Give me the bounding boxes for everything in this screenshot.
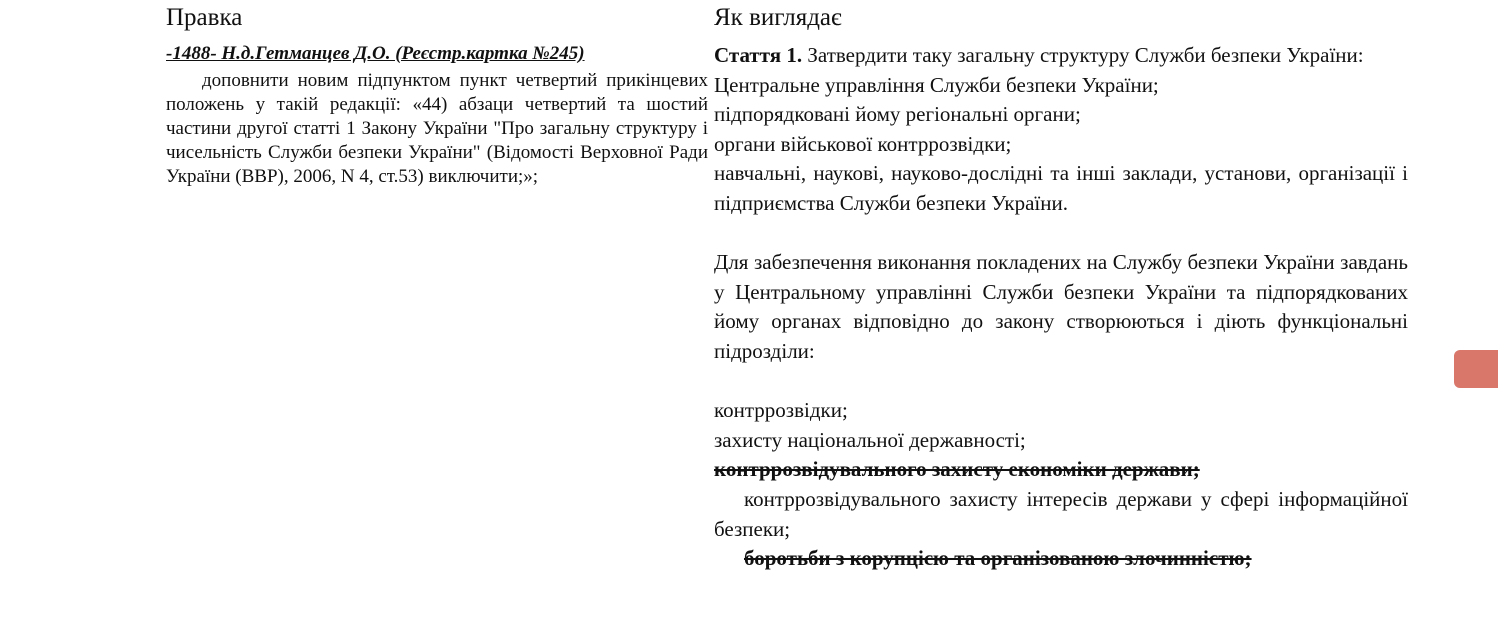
structure-item: Центральне управління Служби безпеки України; <box>714 72 1159 97</box>
unit-item-struck: контррозвідувального захисту економіки держави; <box>714 457 1200 482</box>
result-column <box>714 0 1408 574</box>
article-label: Стаття 1. <box>714 43 803 67</box>
bookmark-marker[interactable] <box>1454 350 1498 388</box>
unit-item: контррозвідки; <box>714 398 848 423</box>
structure-item: навчальні, наукові, науково-дослідні та інші заклади, установи, організації і підприємства Служби безпеки України. <box>714 161 1408 215</box>
paragraph-gap <box>714 219 1408 249</box>
law-text <box>714 41 1408 574</box>
structure-item: підпорядковані йому регіональні органи; <box>714 102 1081 127</box>
article-text: Затвердити таку загальну структуру Служби безпеки України: <box>807 43 1364 67</box>
article-1 <box>714 41 1408 71</box>
structure-item: органи військової контррозвідки; <box>714 131 1012 156</box>
amendment-author-line: -1488- Н.д.Гетманцев Д.О. (Реєстр.картка №245) <box>166 43 585 64</box>
functional-units-paragraph: Для забезпечення виконання покладених на Службу безпеки України завдань у Центральному управлінні Служби безпеки України та підпорядкованих йому органах відповідно до закону створюються і діють функціональні підрозділи: <box>714 250 1408 363</box>
amendment-column <box>166 0 708 189</box>
paragraph-gap <box>714 367 1408 397</box>
amendment-text: доповнити новим підпунктом пункт четвертий прикінцевих положень у такій редакції: «44) абзаци четвертий та шостий частини другої статті 1 Закону України "Про загальну структуру і чисельність Служби безпеки України" (Відомості Верховної Ради України (ВВР), 2006, N 4, ст.53) виключити;»; <box>166 70 708 187</box>
result-column-title: Як виглядає <box>714 4 842 31</box>
unit-item-struck: боротьби з корупцією та організованою злочинністю; <box>744 546 1252 571</box>
unit-item: контррозвідувального захисту інтересів держави у сфері інформаційної безпеки; <box>714 486 1408 541</box>
unit-item: захисту національної державності; <box>714 427 1026 452</box>
amendment-column-title: Правка <box>166 4 243 31</box>
